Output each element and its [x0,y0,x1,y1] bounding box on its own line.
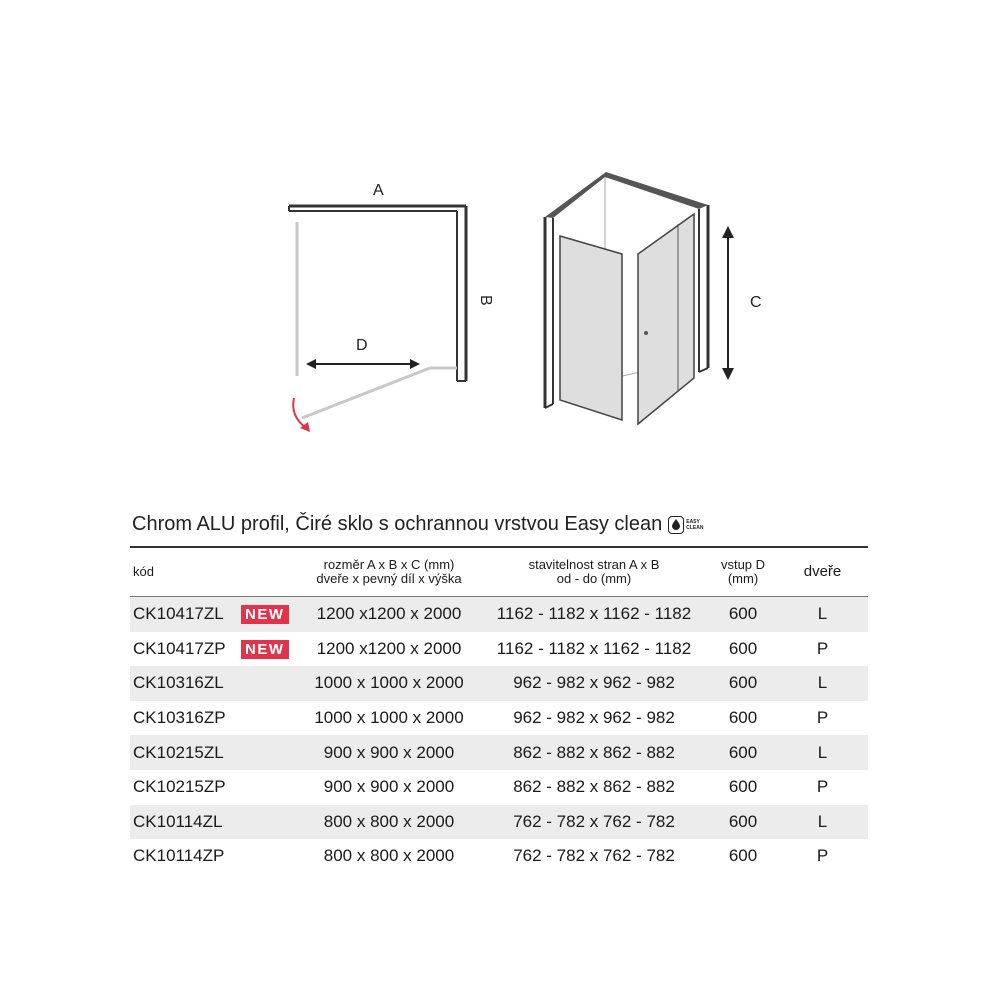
new-tag-cell [241,632,299,667]
floor-plan [289,206,466,432]
new-tag-cell [241,839,299,874]
table-row [130,701,868,736]
table-row [130,597,868,632]
label-d: D [356,337,368,354]
adjust-value: 762 - 782 x 762 - 782 [513,846,675,866]
water-drop-icon [668,516,684,534]
easy-clean-badge [668,516,703,534]
table-row [130,632,868,667]
label-c: C [750,294,762,311]
size-value: 1000 x 1000 x 2000 [314,673,464,693]
adjust-value: 962 - 982 x 962 - 982 [513,673,675,693]
product-code: CK10114ZP [133,846,225,866]
new-badge: NEW [241,605,289,624]
easy-clean-text: EASY CLEAN [686,518,704,531]
door-value: L [817,604,828,624]
door-value: P [816,846,829,866]
new-tag-cell [241,666,299,701]
door-value: L [817,673,828,693]
entry-value: 600 [728,811,758,831]
adjust-value: 862 - 882 x 862 - 882 [513,742,675,762]
door-value: P [816,708,829,728]
new-tag-cell [241,701,299,736]
shower-3d-view [545,172,734,424]
product-code: CK10114ZL [133,811,223,831]
door-value: L [817,811,828,831]
product-code: CK10316ZL [133,673,224,693]
product-code: CK10215ZL [133,742,224,762]
table-row [130,805,868,840]
header-door: dveře [803,563,842,580]
entry-value: 600 [728,673,758,693]
new-badge: NEW [241,640,289,659]
header-entry: vstup D (mm) [720,557,766,586]
header-adjust: stavitelnost stran A x B od - do (mm) [528,557,660,586]
size-value: 1200 x1200 x 2000 [316,604,462,624]
adjust-value: 1162 - 1182 x 1162 - 1182 [496,604,692,624]
label-b: B [477,295,494,306]
door-value: L [817,742,828,762]
entry-value: 600 [728,604,758,624]
size-value: 900 x 900 x 2000 [323,777,455,797]
size-value: 1200 x1200 x 2000 [316,638,462,658]
adjust-value: 762 - 782 x 762 - 782 [513,811,675,831]
table-row [130,839,868,874]
size-value: 800 x 800 x 2000 [323,811,455,831]
new-tag-cell [241,597,299,632]
entry-value: 600 [728,708,758,728]
entry-value: 600 [728,777,758,797]
size-value: 900 x 900 x 2000 [323,742,455,762]
door-value: P [816,777,829,797]
product-code: CK10215ZP [133,777,226,797]
size-value: 800 x 800 x 2000 [323,846,455,866]
table-header-row [130,547,868,597]
door-value: P [816,638,829,658]
product-code: CK10417ZP [133,638,226,658]
table-row [130,770,868,805]
table-row [130,735,868,770]
adjust-value: 962 - 982 x 962 - 982 [513,708,675,728]
size-value: 1000 x 1000 x 2000 [314,708,464,728]
table-row [130,666,868,701]
new-tag-cell [241,770,299,805]
entry-value: 600 [728,742,758,762]
new-tag-cell [241,735,299,770]
adjust-value: 862 - 882 x 862 - 882 [513,777,675,797]
label-a: A [373,182,384,199]
adjust-value: 1162 - 1182 x 1162 - 1182 [496,638,692,658]
header-size: rozměr A x B x C (mm) dveře x pevný díl x výška [316,557,462,586]
heading-text: Chrom ALU profil, Čiré sklo s ochrannou vrstvou Easy clean [132,513,663,535]
entry-value: 600 [728,846,758,866]
product-table [130,546,868,874]
product-code: CK10316ZP [133,708,226,728]
header-code: kód [133,564,154,579]
product-code: CK10417ZL [133,604,224,624]
new-tag-cell [241,805,299,840]
entry-value: 600 [728,638,758,658]
product-heading [132,513,703,536]
